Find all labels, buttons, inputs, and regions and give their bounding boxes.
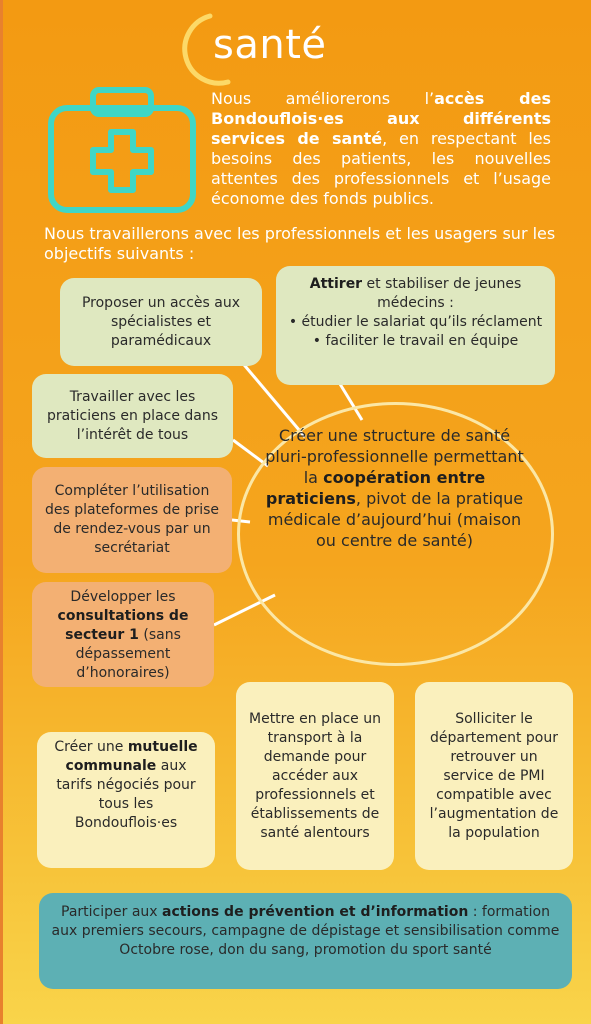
attract-bold: Attirer	[309, 276, 363, 292]
mutual-bold: mutuelle communale	[65, 739, 198, 774]
objective-transport: Mettre en place un transport à la demande pour accéder aux professionnels et établissements de santé alentours	[236, 682, 394, 870]
central-objective-text	[262, 425, 527, 551]
prevention-pre: Participer aux	[61, 904, 163, 920]
mutual-post: aux tarifs négociés pour tous les Bondouflois·es	[56, 758, 196, 831]
objective-attract-doctors	[276, 266, 555, 385]
objective-platforms: Compléter l’utilisation des plateformes de prise de rendez-vous par un secrétariat	[32, 467, 232, 573]
sector-post: (sans dépassement d’honoraires)	[75, 627, 181, 681]
objective-sector-1	[32, 582, 214, 687]
attract-bullet-2: • faciliter le travail en équipe	[312, 333, 519, 349]
attract-bullet-1: • étudier le salariat qu’ils réclament	[288, 314, 543, 330]
prevention-bold: actions de prévention et d’information	[162, 904, 469, 920]
intro-text-bold: accès des Bondouflois·es aux différents services de santé	[211, 89, 551, 148]
sector-pre: Développer les	[70, 589, 176, 605]
center-text-start: Créer une structure de santé pluri-professionnelle permettant la	[265, 426, 524, 487]
sector-bold: consultations de secteur 1	[57, 608, 189, 643]
objective-mutual	[37, 732, 215, 868]
objective-pmi: Solliciter le département pour retrouver un service de PMI compatible avec l’augmentation de la population	[415, 682, 573, 870]
center-text-bold: coopération entre praticiens	[265, 468, 486, 508]
attract-heading	[286, 275, 545, 313]
page-title: santé	[213, 22, 327, 68]
objective-practitioners: Travailler avec les praticiens en place dans l’intérêt de tous	[32, 374, 233, 458]
prevention-post: : formation aux premiers secours, campagne de dépistage et sensibilisation comme Octobre rose, don du sang, promotion du sport santé	[51, 904, 560, 958]
mutual-pre: Créer une	[54, 739, 128, 755]
objective-specialists: Proposer un accès aux spécialistes et paramédicaux	[60, 278, 262, 366]
center-text-end: , pivot de la pratique médicale d’aujourd’hui (maison ou centre de santé)	[267, 489, 524, 550]
objective-prevention	[39, 893, 572, 989]
intro-text-end: , en respectant les besoins des patients, les nouvelles attentes des professionnels et l’usage économe des fonds publics.	[211, 129, 551, 208]
attract-rest: et stabiliser de jeunes médecins :	[362, 276, 522, 311]
intro-text-start: Nous améliorerons l’	[211, 89, 435, 108]
objectives-lead: Nous travaillerons avec les professionnels et les usagers sur les objectifs suivants :	[44, 224, 556, 263]
